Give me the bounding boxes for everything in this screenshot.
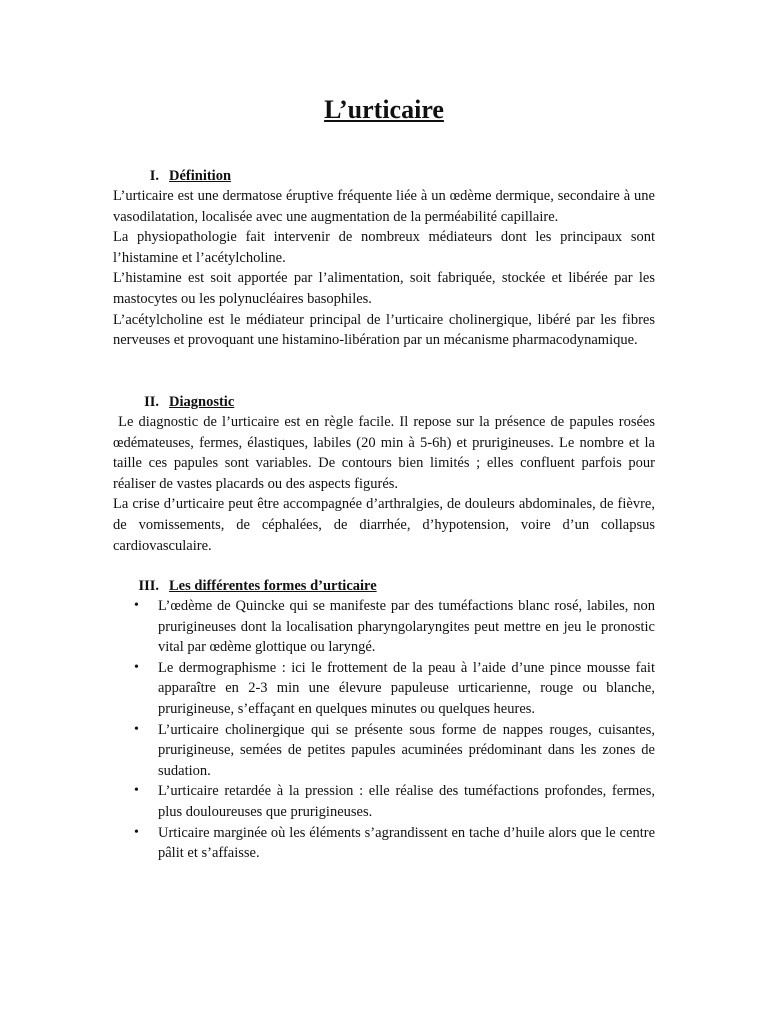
bullet-icon: • [134, 721, 139, 737]
paragraph: L’urticaire est une dermatose éruptive fréquente liée à un œdème dermique, secondaire à une vasodilatation, localisée avec une augmentation de la perméabilité capillaire. [113, 188, 655, 225]
section-definition [113, 166, 655, 351]
list-item [113, 823, 655, 864]
paragraph: L’acétylcholine est le médiateur principal de l’urticaire cholinergique, libéré par les fibres nerveuses et provoquant une histamino-libération par un mécanisme pharmacodynamique. [113, 311, 655, 349]
list-item [113, 720, 655, 782]
section-title: Définition [169, 168, 232, 184]
section-heading-definition [113, 166, 655, 186]
bullet-icon: • [134, 659, 139, 675]
list-item-text: L’urticaire cholinergique qui se présente sous forme de nappes rouges, cuisantes, prurigineuse, semées de petites papules acuminées prédominant dans les zones de sudation. [158, 721, 655, 779]
forms-list [113, 596, 655, 864]
paragraph: L’histamine est soit apportée par l’alimentation, soit fabriquée, stockée et libérée par les mastocytes ou les polynucléaires basophiles. [113, 270, 655, 307]
list-item [113, 658, 655, 720]
list-item-text: Le dermographisme : ici le frottement de la peau à l’aide d’une pince mousse fait apparaître en 2-3 min une élevure papuleuse urticarienne, rouge ou blanche, prurigineuse, s’effaçant en quelques minutes ou quelques heures. [158, 659, 655, 717]
section-title: Diagnostic [169, 394, 235, 410]
list-item [113, 781, 655, 822]
bullet-icon: • [134, 783, 139, 799]
section-diagnostic [113, 392, 659, 556]
section-number: II. [144, 394, 159, 410]
section-title: Les différentes formes d’urticaire [169, 578, 377, 594]
paragraph: La crise d’urticaire peut être accompagnée d’arthralgies, de douleurs abdominales, de fièvre, de vomissements, de céphalées, de diarrhée, d’hypotension, voire d’un collapsus cardiovasculaire. [113, 496, 655, 554]
paragraph: Le diagnostic de l’urticaire est en règle facile. Il repose sur la présence de papules rosées œdémateuses, fermes, élastiques, labiles (20 min à 5-6h) et prurigineuses. Le nombre et la taille ces papules sont variables. De contours bien limités ; elles confluent parfois pour réaliser de vastes placards ou des aspects figurés. [113, 414, 659, 492]
page-title: L’urticaire [324, 95, 444, 124]
section-formes [113, 576, 655, 864]
section-heading-diagnostic [113, 392, 655, 412]
list-item-text: L’œdème de Quincke qui se manifeste par des tuméfactions blanc rosé, labiles, non prurigineuses dont la localisation pharyngolaryngites peut mettre en jeu le pronostic vital par œdème glottique ou laryngé. [158, 598, 655, 656]
bullet-icon: • [134, 824, 139, 840]
section-number: I. [149, 168, 159, 184]
list-item-text: Urticaire marginée où les éléments s’agrandissent en tache d’huile alors que le centre pâlit et s’affaisse. [158, 824, 655, 862]
section-heading-formes [113, 576, 655, 596]
bullet-icon: • [134, 598, 139, 613]
paragraph: La physiopathologie fait intervenir de nombreux médiateurs dont les principaux sont l’histamine et l’acétylcholine. [113, 229, 655, 266]
section-number: III. [138, 578, 159, 594]
list-item [113, 596, 655, 658]
list-item-text: L’urticaire retardée à la pression : elle réalise des tuméfactions profondes, fermes, plus douloureuses que prurigineuses. [158, 783, 655, 820]
